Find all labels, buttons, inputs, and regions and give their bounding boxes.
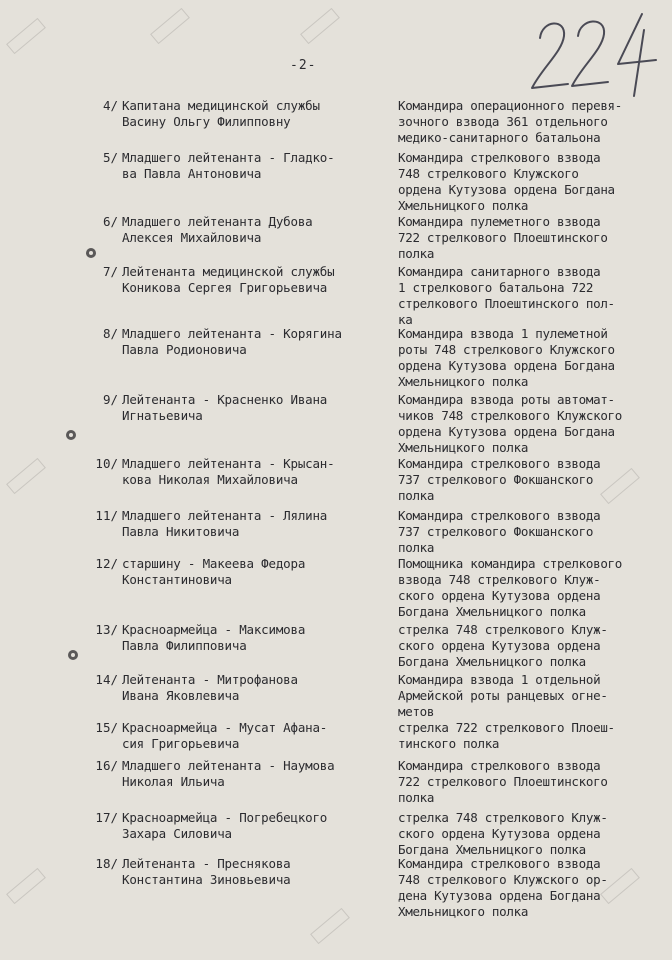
page-number: -2-: [290, 58, 317, 73]
entry-position: Командира стрелкового взвода 722 стрелкового Плоештинского полка: [398, 758, 608, 805]
entry-position: Командира стрелкового взвода 737 стрелкового Фокшанского полка: [398, 456, 601, 503]
entry-name: Капитана медицинской службы Васину Ольгу Филипповну: [122, 98, 320, 129]
entry-name: Красноармейца - Мусат Афана- сия Григорьевича: [122, 720, 328, 751]
punch-hole-icon: [64, 428, 78, 442]
entry-number: 14/: [95, 672, 118, 687]
entry-name: Младшего лейтенанта - Лялина Павла Никитовича: [122, 508, 328, 539]
archive-number-handwritten: [522, 8, 662, 98]
entry-position: Командира операционного перевя- зочного взвода 361 отдельного медико-санитарного батальона: [398, 98, 622, 145]
entry-number: 4/: [102, 98, 118, 113]
entry-number: 15/: [95, 720, 118, 735]
entry-name: Красноармейца - Погребецкого Захара Силовича: [122, 810, 328, 841]
entry-name: Младшего лейтенанта - Корягина Павла Родионовича: [122, 326, 342, 357]
entry-position: Помощника командира стрелкового взвода 748 стрелкового Клуж- ского ордена Кутузова ордена Богдана Хмельницкого полка: [398, 556, 622, 619]
entry-number: 5/: [102, 150, 118, 165]
entry-number: 10/: [95, 456, 118, 471]
entry-position: Командира санитарного взвода 1 стрелкового батальона 722 стрелкового Плоештинского пол- ка: [398, 264, 615, 327]
entry-position: Командира пулеметного взвода 722 стрелкового Плоештинского полка: [398, 214, 608, 261]
punch-hole-icon: [66, 648, 80, 662]
entry-number: 18/: [95, 856, 118, 871]
entry-number: 8/: [102, 326, 118, 341]
entry-position: Командира стрелкового взвода 748 стрелкового Клужского ор- дена Кутузова ордена Богдана Хмельницкого полка: [398, 856, 608, 919]
entry-position: Командира стрелкового взвода 748 стрелкового Клужского ордена Кутузова ордена Богдана Хмельницкого полка: [398, 150, 615, 213]
entry-name: старшину - Макеева Федора Константиновича: [122, 556, 306, 587]
entry-position: Командира взвода роты автомат- чиков 748 стрелкового Клужского ордена Кутузова ордена Богдана Хмельницкого полка: [398, 392, 622, 455]
entry-position: Командира стрелкового взвода 737 стрелкового Фокшанского полка: [398, 508, 601, 555]
entry-number: 7/: [102, 264, 118, 279]
entry-position: Командира взвода 1 пулеметной роты 748 стрелкового Клужского ордена Кутузова ордена Богдана Хмельницкого полка: [398, 326, 615, 389]
entry-name: Красноармейца - Максимова Павла Филипповича: [122, 622, 306, 653]
entry-position: стрелка 748 стрелкового Клуж- ского ордена Кутузова ордена Богдана Хмельницкого полка: [398, 810, 608, 857]
entry-number: 17/: [95, 810, 118, 825]
entry-name: Лейтенанта - Преснякова Константина Зиновьевича: [122, 856, 291, 887]
entry-name: Младшего лейтенанта - Крысан- кова Николая Михайловича: [122, 456, 335, 487]
entry-number: 12/: [95, 556, 118, 571]
entry-name: Лейтенанта - Красненко Ивана Игнатьевича: [122, 392, 328, 423]
entry-number: 9/: [102, 392, 118, 407]
entry-name: Младшего лейтенанта - Гладко- ва Павла Антоновича: [122, 150, 335, 181]
entry-number: 16/: [95, 758, 118, 773]
entry-position: Командира взвода 1 отдельной Армейской роты ранцевых огне- метов: [398, 672, 608, 719]
entry-position: стрелка 722 стрелкового Плоеш- тинского полка: [398, 720, 615, 751]
entry-number: 6/: [102, 214, 118, 229]
entry-name: Лейтенанта - Митрофанова Ивана Яковлевича: [122, 672, 298, 703]
entry-name: Младшего лейтенанта Дубова Алексея Михайловича: [122, 214, 313, 245]
entry-name: Лейтенанта медицинской службы Коникова Сергея Григорьевича: [122, 264, 335, 295]
entry-position: стрелка 748 стрелкового Клуж- ского ордена Кутузова ордена Богдана Хмельницкого полка: [398, 622, 608, 669]
entry-name: Младшего лейтенанта - Наумова Николая Ильича: [122, 758, 335, 789]
entry-number: 11/: [95, 508, 118, 523]
punch-hole-icon: [84, 246, 98, 260]
entry-number: 13/: [95, 622, 118, 637]
